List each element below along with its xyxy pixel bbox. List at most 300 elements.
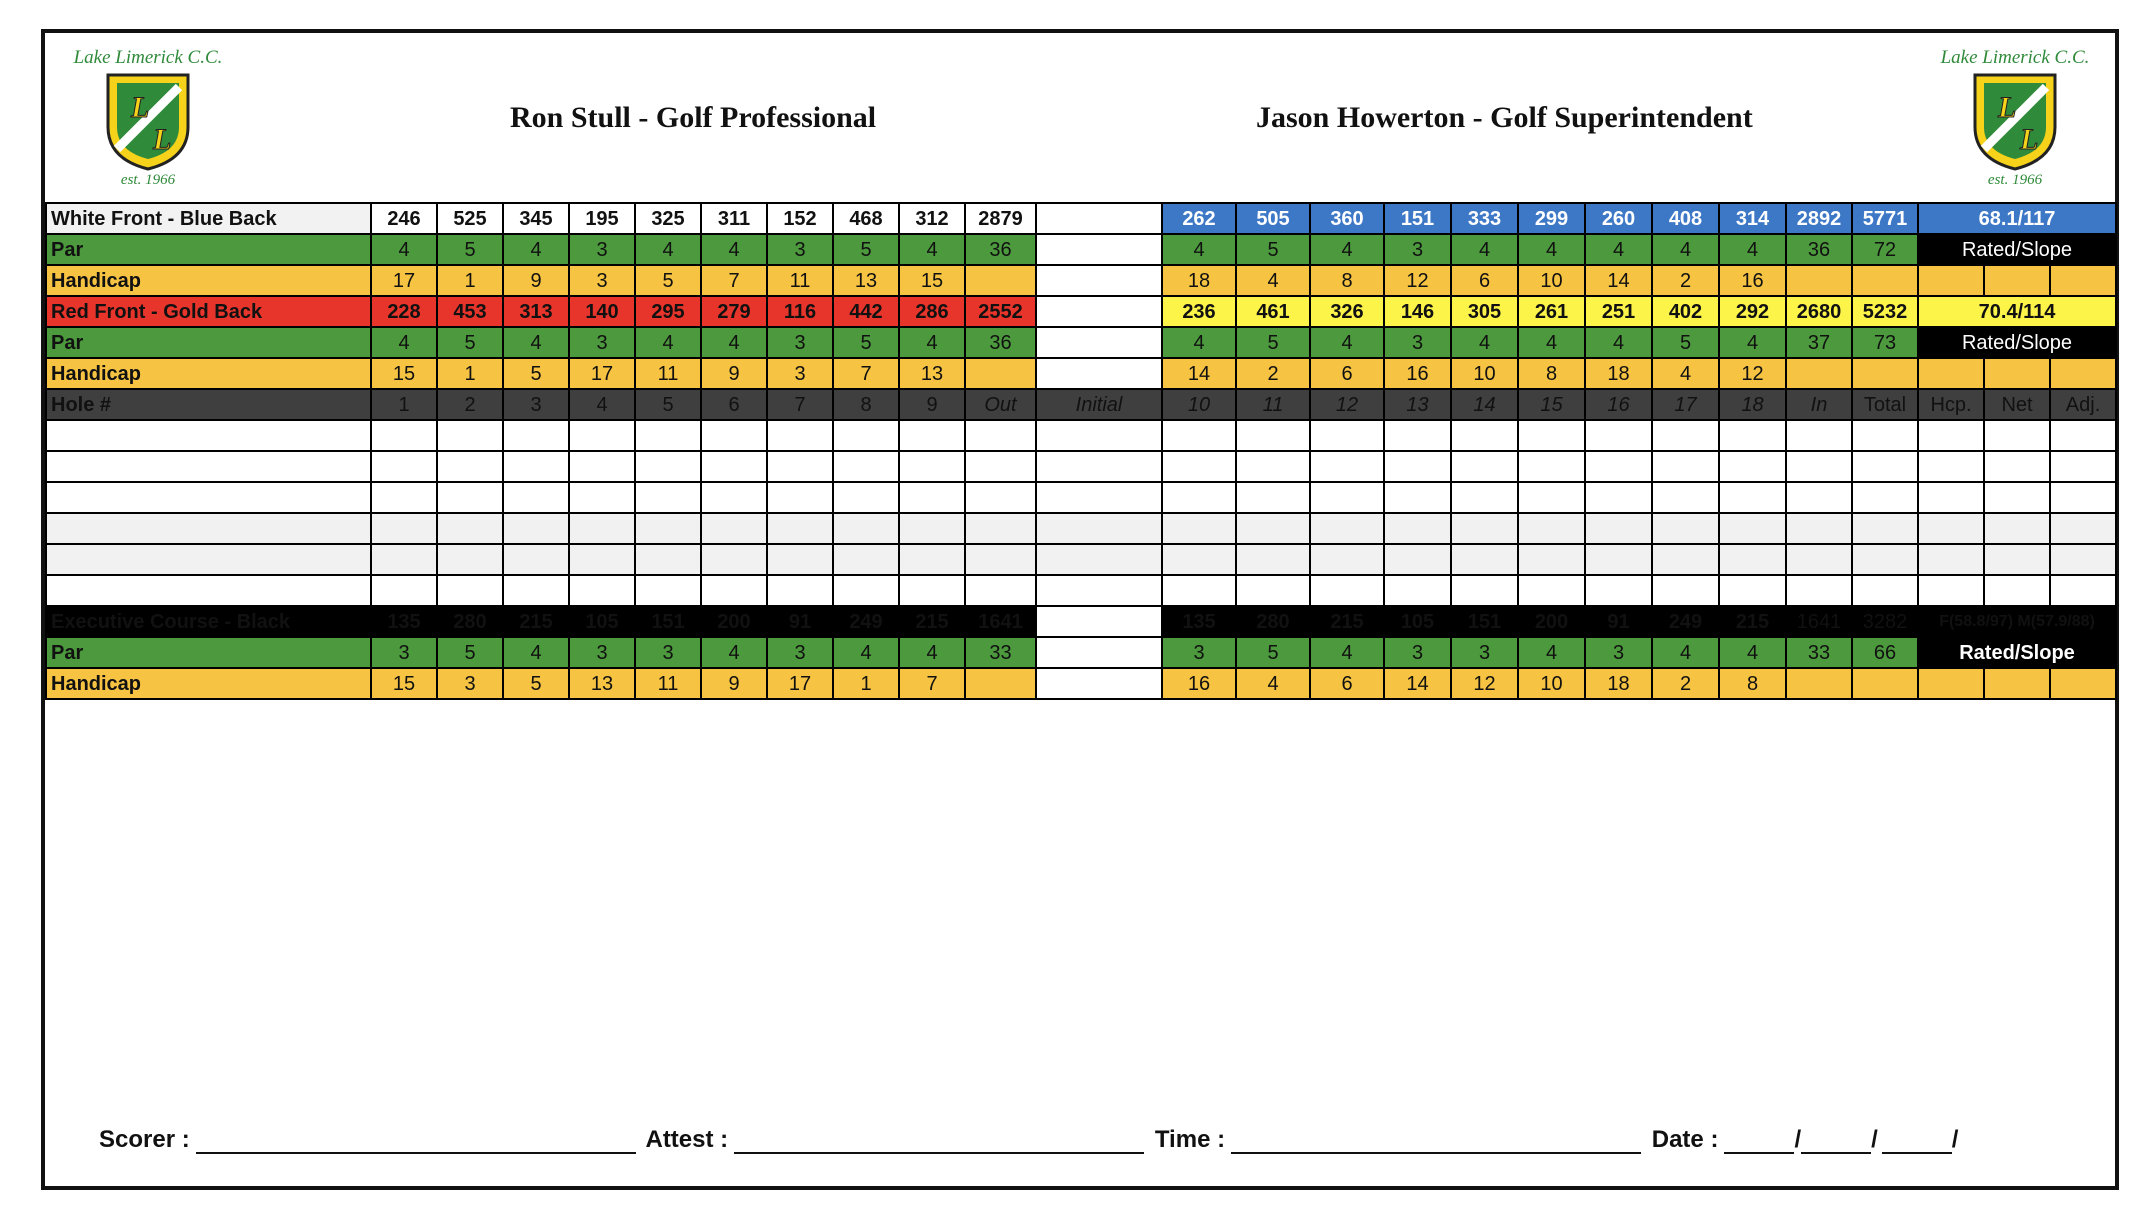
handicap-cell xyxy=(1786,668,1852,699)
score-cell[interactable] xyxy=(1451,482,1518,513)
yardage-cell: 91 xyxy=(1585,606,1652,637)
par-cell: 4 xyxy=(701,327,767,358)
score-cell[interactable] xyxy=(2050,482,2116,513)
score-cell[interactable] xyxy=(635,544,701,575)
svg-text:L: L xyxy=(131,91,150,124)
hole-number: 17 xyxy=(1652,389,1719,420)
initial-cell xyxy=(1036,327,1162,358)
score-cell[interactable] xyxy=(1236,575,1310,606)
score-cell[interactable] xyxy=(635,451,701,482)
par-cell: 3 xyxy=(1451,637,1518,668)
score-cell[interactable] xyxy=(371,420,437,451)
par-cell: 3 xyxy=(635,637,701,668)
row-label: Handicap xyxy=(46,668,371,699)
score-cell[interactable] xyxy=(1918,544,1984,575)
svg-text:est. 1966: est. 1966 xyxy=(120,172,176,187)
handicap-cell: 18 xyxy=(1585,358,1652,389)
date-year-line[interactable] xyxy=(1882,1130,1952,1154)
par-cell: 33 xyxy=(1786,637,1852,668)
handicap-cell: 5 xyxy=(503,668,569,699)
yardage-cell: 305 xyxy=(1451,296,1518,327)
score-cell[interactable] xyxy=(1852,482,1918,513)
net-header: Net xyxy=(1984,389,2050,420)
score-cell[interactable] xyxy=(1384,575,1451,606)
yardage-cell: 195 xyxy=(569,203,635,234)
par-cell: 33 xyxy=(965,637,1036,668)
hole-number: 10 xyxy=(1162,389,1236,420)
yardage-cell: 200 xyxy=(1518,606,1585,637)
shield-crest-icon xyxy=(1940,41,2090,187)
yardage-cell: 525 xyxy=(437,203,503,234)
par-cell: 4 xyxy=(635,327,701,358)
yardage-cell: 461 xyxy=(1236,296,1310,327)
score-cell[interactable] xyxy=(1984,575,2050,606)
player-score-row[interactable] xyxy=(46,575,2116,606)
rated-slope-label: Rated/Slope xyxy=(1918,234,2116,265)
score-cell[interactable] xyxy=(1236,544,1310,575)
score-cell[interactable] xyxy=(1451,513,1518,544)
score-cell[interactable] xyxy=(965,575,1036,606)
score-cell[interactable] xyxy=(437,420,503,451)
handicap-cell: 10 xyxy=(1518,668,1585,699)
score-cell[interactable] xyxy=(2050,544,2116,575)
score-cell[interactable] xyxy=(2050,451,2116,482)
row-label: Executive Course - Black xyxy=(46,606,371,637)
score-cell[interactable] xyxy=(1518,513,1585,544)
player-name-cell[interactable] xyxy=(46,513,371,544)
executive-par-row xyxy=(46,637,2116,668)
score-cell[interactable] xyxy=(1652,482,1719,513)
score-cell[interactable] xyxy=(371,544,437,575)
score-cell[interactable] xyxy=(1310,544,1384,575)
player-name-cell[interactable] xyxy=(46,451,371,482)
score-cell[interactable] xyxy=(1162,575,1236,606)
yardage-cell: 260 xyxy=(1585,203,1652,234)
yardage-cell: 311 xyxy=(701,203,767,234)
white-blue-yardage-row xyxy=(46,203,2116,234)
player-score-row[interactable] xyxy=(46,420,2116,451)
blank-cell xyxy=(1984,358,2050,389)
handicap-cell: 13 xyxy=(899,358,965,389)
handicap-cell: 9 xyxy=(503,265,569,296)
par-cell: 4 xyxy=(1652,234,1719,265)
handicap-cell: 16 xyxy=(1162,668,1236,699)
attest-line[interactable] xyxy=(734,1130,1144,1154)
initial-cell[interactable] xyxy=(1036,482,1162,513)
player-score-row[interactable] xyxy=(46,482,2116,513)
score-cell[interactable] xyxy=(1451,544,1518,575)
score-cell[interactable] xyxy=(1518,420,1585,451)
score-cell[interactable] xyxy=(569,575,635,606)
score-cell[interactable] xyxy=(767,451,833,482)
handicap-cell xyxy=(1852,668,1918,699)
handicap-cell: 13 xyxy=(569,668,635,699)
par-cell: 5 xyxy=(437,327,503,358)
score-cell[interactable] xyxy=(1236,482,1310,513)
hole-number: 18 xyxy=(1719,389,1786,420)
blank-cell xyxy=(1984,668,2050,699)
handicap-cell: 4 xyxy=(1652,358,1719,389)
hole-number: 11 xyxy=(1236,389,1310,420)
score-cell[interactable] xyxy=(1984,513,2050,544)
handicap-cell: 6 xyxy=(1451,265,1518,296)
score-cell[interactable] xyxy=(1918,451,1984,482)
player-name-cell[interactable] xyxy=(46,482,371,513)
par-row-1 xyxy=(46,234,2116,265)
par-cell: 4 xyxy=(1162,327,1236,358)
score-cell[interactable] xyxy=(1310,513,1384,544)
score-cell[interactable] xyxy=(833,544,899,575)
par-cell: 4 xyxy=(1451,234,1518,265)
score-cell[interactable] xyxy=(833,575,899,606)
score-cell[interactable] xyxy=(1451,451,1518,482)
score-cell[interactable] xyxy=(371,513,437,544)
score-cell[interactable] xyxy=(1918,575,1984,606)
par-cell: 3 xyxy=(767,637,833,668)
yardage-cell: 299 xyxy=(1518,203,1585,234)
handicap-cell: 17 xyxy=(767,668,833,699)
score-cell[interactable] xyxy=(965,513,1036,544)
score-cell[interactable] xyxy=(1585,513,1652,544)
score-cell[interactable] xyxy=(833,451,899,482)
yardage-cell: 151 xyxy=(635,606,701,637)
score-cell[interactable] xyxy=(1310,482,1384,513)
golf-professional-title: Ron Stull - Golf Professional xyxy=(510,101,877,134)
score-cell[interactable] xyxy=(701,451,767,482)
score-cell[interactable] xyxy=(833,513,899,544)
score-cell[interactable] xyxy=(701,420,767,451)
score-cell[interactable] xyxy=(635,513,701,544)
par-cell: 36 xyxy=(1786,234,1852,265)
blank-cell xyxy=(1984,265,2050,296)
handicap-cell: 6 xyxy=(1310,358,1384,389)
blank-cell xyxy=(2050,358,2116,389)
par-cell: 3 xyxy=(1384,234,1451,265)
score-cell[interactable] xyxy=(503,575,569,606)
score-cell[interactable] xyxy=(1518,575,1585,606)
score-cell[interactable] xyxy=(569,513,635,544)
player-name-cell[interactable] xyxy=(46,420,371,451)
handicap-cell: 3 xyxy=(767,358,833,389)
initial-cell[interactable] xyxy=(1036,451,1162,482)
par-cell: 4 xyxy=(503,234,569,265)
par-cell: 4 xyxy=(833,637,899,668)
score-cell[interactable] xyxy=(1852,513,1918,544)
score-cell[interactable] xyxy=(437,513,503,544)
par-cell: 4 xyxy=(1310,234,1384,265)
score-cell[interactable] xyxy=(1786,482,1852,513)
score-cell[interactable] xyxy=(1236,420,1310,451)
score-cell[interactable] xyxy=(1786,451,1852,482)
score-cell[interactable] xyxy=(1518,544,1585,575)
par-cell: 5 xyxy=(437,637,503,668)
score-cell[interactable] xyxy=(1310,575,1384,606)
handicap-cell: 15 xyxy=(371,358,437,389)
score-cell[interactable] xyxy=(1652,420,1719,451)
score-cell[interactable] xyxy=(437,451,503,482)
score-cell[interactable] xyxy=(503,482,569,513)
initial-cell xyxy=(1036,234,1162,265)
score-cell[interactable] xyxy=(701,544,767,575)
par-cell: 4 xyxy=(899,327,965,358)
score-cell[interactable] xyxy=(1384,420,1451,451)
score-cell[interactable] xyxy=(1652,544,1719,575)
time-line[interactable] xyxy=(1231,1130,1641,1154)
initial-cell xyxy=(1036,358,1162,389)
score-cell[interactable] xyxy=(371,482,437,513)
handicap-cell: 10 xyxy=(1518,265,1585,296)
hole-number: 13 xyxy=(1384,389,1451,420)
handicap-cell: 16 xyxy=(1719,265,1786,296)
par-cell: 36 xyxy=(965,234,1036,265)
score-cell[interactable] xyxy=(1786,544,1852,575)
score-cell[interactable] xyxy=(1786,575,1852,606)
score-cell[interactable] xyxy=(1852,451,1918,482)
yardage-cell: 280 xyxy=(1236,606,1310,637)
par-cell: 4 xyxy=(1451,327,1518,358)
total-header: Total xyxy=(1852,389,1918,420)
score-cell[interactable] xyxy=(1852,544,1918,575)
player-name-cell[interactable] xyxy=(46,575,371,606)
score-cell[interactable] xyxy=(1162,544,1236,575)
handicap-cell: 9 xyxy=(701,358,767,389)
handicap-cell: 11 xyxy=(635,668,701,699)
score-cell[interactable] xyxy=(2050,420,2116,451)
score-cell[interactable] xyxy=(569,420,635,451)
handicap-row-1 xyxy=(46,265,2116,296)
score-cell[interactable] xyxy=(1585,420,1652,451)
score-cell[interactable] xyxy=(437,544,503,575)
handicap-cell: 14 xyxy=(1585,265,1652,296)
score-cell[interactable] xyxy=(1585,451,1652,482)
score-cell[interactable] xyxy=(1719,513,1786,544)
rating-slope-value: 68.1/117 xyxy=(1918,203,2116,234)
blank-cell xyxy=(2050,668,2116,699)
score-cell[interactable] xyxy=(899,451,965,482)
hole-number: 3 xyxy=(503,389,569,420)
date-day-line[interactable] xyxy=(1801,1130,1871,1154)
handicap-cell xyxy=(1786,358,1852,389)
score-cell[interactable] xyxy=(833,482,899,513)
svg-text:Lake Limerick C.C.: Lake Limerick C.C. xyxy=(73,47,223,68)
score-cell[interactable] xyxy=(767,513,833,544)
score-cell[interactable] xyxy=(1984,544,2050,575)
score-cell[interactable] xyxy=(1918,513,1984,544)
club-logo-right xyxy=(1940,41,2090,187)
initial-cell xyxy=(1036,203,1162,234)
score-cell[interactable] xyxy=(437,482,503,513)
par-cell: 4 xyxy=(1162,234,1236,265)
score-cell[interactable] xyxy=(965,420,1036,451)
yardage-cell: 116 xyxy=(767,296,833,327)
par-cell: 4 xyxy=(503,327,569,358)
score-cell[interactable] xyxy=(1984,451,2050,482)
score-cell[interactable] xyxy=(1719,482,1786,513)
score-cell[interactable] xyxy=(1652,575,1719,606)
yardage-cell: 246 xyxy=(371,203,437,234)
svg-text:L: L xyxy=(153,123,172,156)
grand-total-cell: 5232 xyxy=(1852,296,1918,327)
score-cell[interactable] xyxy=(1786,420,1852,451)
score-cell[interactable] xyxy=(965,482,1036,513)
hole-number: 8 xyxy=(833,389,899,420)
par-cell: 4 xyxy=(371,327,437,358)
score-cell[interactable] xyxy=(767,544,833,575)
rating-slope-value: F(58.8/97) M(57.9/88) xyxy=(1918,606,2116,637)
scorer-line[interactable] xyxy=(196,1130,636,1154)
row-label: Handicap xyxy=(46,358,371,389)
player-name-cell[interactable] xyxy=(46,544,371,575)
score-cell[interactable] xyxy=(635,420,701,451)
handicap-cell: 12 xyxy=(1451,668,1518,699)
score-cell[interactable] xyxy=(503,420,569,451)
score-cell[interactable] xyxy=(1162,482,1236,513)
score-cell[interactable] xyxy=(1518,482,1585,513)
score-cell[interactable] xyxy=(371,575,437,606)
score-cell[interactable] xyxy=(1518,451,1585,482)
score-cell[interactable] xyxy=(1719,420,1786,451)
yardage-cell: 345 xyxy=(503,203,569,234)
score-cell[interactable] xyxy=(371,451,437,482)
handicap-cell: 11 xyxy=(767,265,833,296)
player-score-row[interactable] xyxy=(46,513,2116,544)
score-cell[interactable] xyxy=(767,482,833,513)
score-cell[interactable] xyxy=(1719,575,1786,606)
player-score-row[interactable] xyxy=(46,451,2116,482)
score-cell[interactable] xyxy=(569,451,635,482)
yardage-cell: 215 xyxy=(1719,606,1786,637)
executive-course-row xyxy=(46,606,2116,637)
score-cell[interactable] xyxy=(1585,544,1652,575)
score-cell[interactable] xyxy=(1236,513,1310,544)
score-cell[interactable] xyxy=(1918,420,1984,451)
score-cell[interactable] xyxy=(437,575,503,606)
score-cell[interactable] xyxy=(1384,451,1451,482)
initial-cell[interactable] xyxy=(1036,420,1162,451)
hole-number: 14 xyxy=(1451,389,1518,420)
handicap-cell: 2 xyxy=(1236,358,1310,389)
score-cell[interactable] xyxy=(1451,575,1518,606)
score-cell[interactable] xyxy=(1162,513,1236,544)
score-cell[interactable] xyxy=(1162,420,1236,451)
yardage-cell: 135 xyxy=(371,606,437,637)
score-cell[interactable] xyxy=(767,420,833,451)
score-cell[interactable] xyxy=(1918,482,1984,513)
par-cell: 5 xyxy=(1236,637,1310,668)
score-cell[interactable] xyxy=(833,420,899,451)
out-total-cell: 2552 xyxy=(965,296,1036,327)
svg-text:L: L xyxy=(1998,91,2017,124)
score-cell[interactable] xyxy=(1162,451,1236,482)
handicap-cell: 11 xyxy=(635,358,701,389)
score-cell[interactable] xyxy=(1384,544,1451,575)
par-cell: 3 xyxy=(569,234,635,265)
yardage-cell: 468 xyxy=(833,203,899,234)
score-cell[interactable] xyxy=(1984,420,2050,451)
hole-number: 5 xyxy=(635,389,701,420)
blank-cell xyxy=(2050,265,2116,296)
score-cell[interactable] xyxy=(1786,513,1852,544)
in-header: In xyxy=(1786,389,1852,420)
score-cell[interactable] xyxy=(1652,451,1719,482)
handicap-cell: 2 xyxy=(1652,265,1719,296)
handicap-cell: 3 xyxy=(569,265,635,296)
score-cell[interactable] xyxy=(1719,544,1786,575)
par-cell: 4 xyxy=(635,234,701,265)
grand-total-cell: 5771 xyxy=(1852,203,1918,234)
score-cell[interactable] xyxy=(1310,420,1384,451)
score-cell[interactable] xyxy=(569,544,635,575)
score-cell[interactable] xyxy=(899,544,965,575)
score-cell[interactable] xyxy=(2050,575,2116,606)
yardage-cell: 408 xyxy=(1652,203,1719,234)
score-cell[interactable] xyxy=(899,513,965,544)
score-cell[interactable] xyxy=(1852,420,1918,451)
score-cell[interactable] xyxy=(503,513,569,544)
score-cell[interactable] xyxy=(1451,420,1518,451)
score-cell[interactable] xyxy=(1652,513,1719,544)
score-cell[interactable] xyxy=(503,544,569,575)
player-score-row[interactable] xyxy=(46,544,2116,575)
score-cell[interactable] xyxy=(1984,482,2050,513)
handicap-cell: 9 xyxy=(701,668,767,699)
score-cell[interactable] xyxy=(965,544,1036,575)
score-cell[interactable] xyxy=(635,575,701,606)
score-cell[interactable] xyxy=(899,420,965,451)
yardage-cell: 312 xyxy=(899,203,965,234)
score-cell[interactable] xyxy=(1310,451,1384,482)
scorecard xyxy=(41,29,2119,1190)
score-cell[interactable] xyxy=(1236,451,1310,482)
score-cell[interactable] xyxy=(767,575,833,606)
score-cell[interactable] xyxy=(701,575,767,606)
score-cell[interactable] xyxy=(1585,575,1652,606)
yardage-cell: 140 xyxy=(569,296,635,327)
handicap-cell: 8 xyxy=(1518,358,1585,389)
initial-cell[interactable] xyxy=(1036,544,1162,575)
initial-cell[interactable] xyxy=(1036,575,1162,606)
score-cell[interactable] xyxy=(1585,482,1652,513)
par-cell: 5 xyxy=(1236,234,1310,265)
score-cell[interactable] xyxy=(1384,513,1451,544)
handicap-cell: 7 xyxy=(899,668,965,699)
blank-cell xyxy=(1918,358,1984,389)
score-cell[interactable] xyxy=(1719,451,1786,482)
par-cell: 4 xyxy=(1518,234,1585,265)
par-cell: 73 xyxy=(1852,327,1918,358)
par-cell: 5 xyxy=(833,327,899,358)
score-cell[interactable] xyxy=(503,451,569,482)
score-cell[interactable] xyxy=(899,482,965,513)
score-cell[interactable] xyxy=(569,482,635,513)
score-cell[interactable] xyxy=(1852,575,1918,606)
score-cell[interactable] xyxy=(899,575,965,606)
date-month-line[interactable] xyxy=(1724,1130,1794,1154)
score-cell[interactable] xyxy=(701,513,767,544)
svg-text:Lake Limerick C.C.: Lake Limerick C.C. xyxy=(1940,47,2090,68)
initial-cell[interactable] xyxy=(1036,513,1162,544)
hole-number: 15 xyxy=(1518,389,1585,420)
par-cell: 4 xyxy=(1719,637,1786,668)
score-cell[interactable] xyxy=(965,451,1036,482)
handicap-cell xyxy=(965,265,1036,296)
handicap-cell: 1 xyxy=(437,358,503,389)
score-cell[interactable] xyxy=(701,482,767,513)
date-label: Date : xyxy=(1651,1126,1719,1153)
score-cell[interactable] xyxy=(2050,513,2116,544)
score-cell[interactable] xyxy=(635,482,701,513)
score-cell[interactable] xyxy=(1384,482,1451,513)
